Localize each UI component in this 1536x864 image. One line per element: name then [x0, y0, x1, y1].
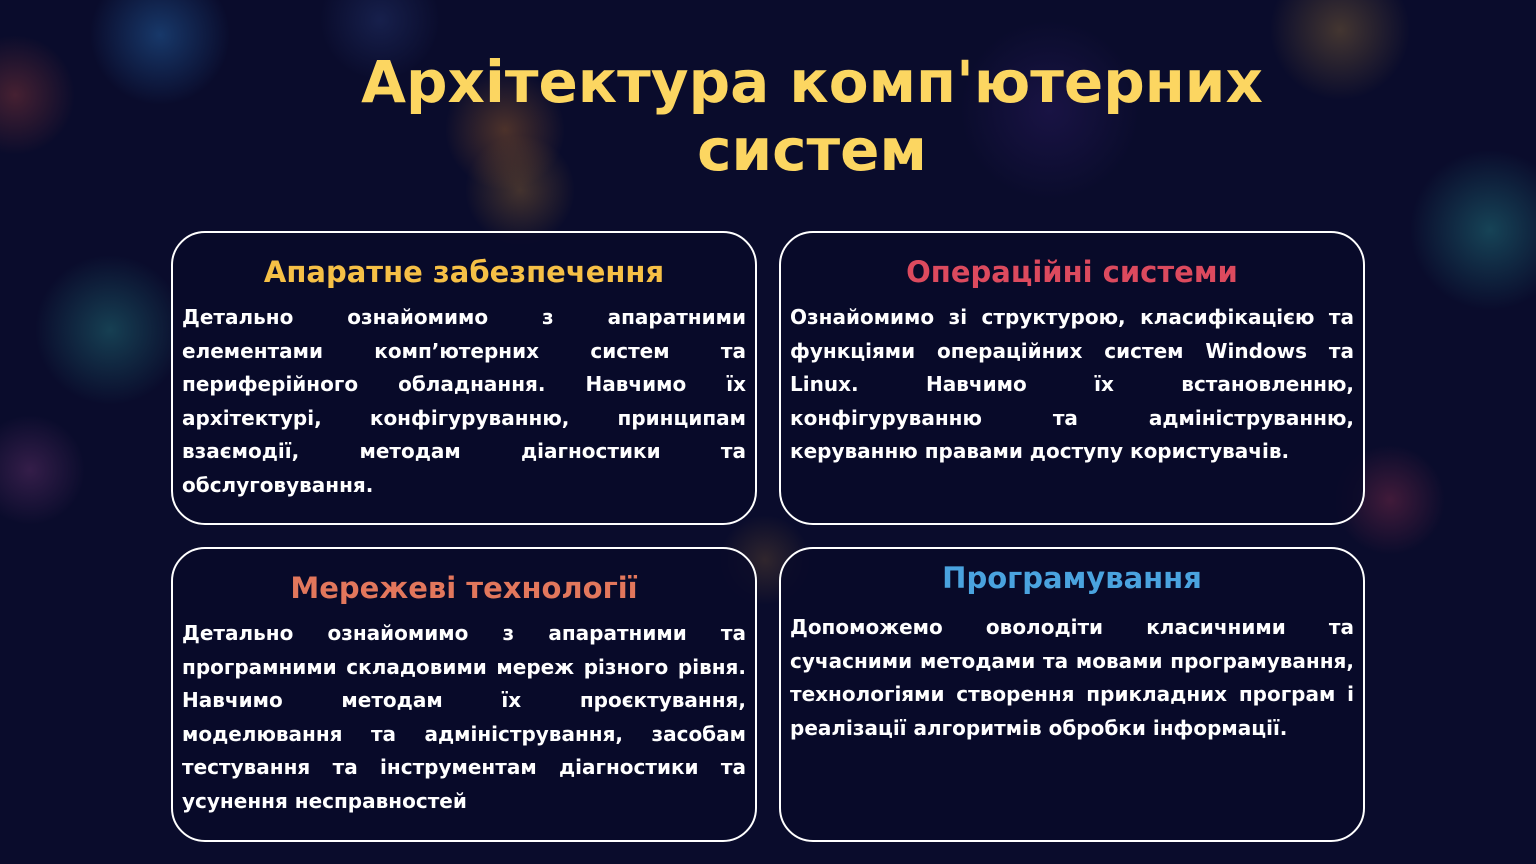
card-programming: [779, 547, 1365, 842]
card-text-network-technologies: Детально ознайомимо з апаратними та програмними складовими мереж різного рівня. Навчимо методам їх проєктування, моделювання та адміністрування, засобам тестування та інструментам діагностики та усунення несправностей: [182, 621, 746, 813]
card-operating-systems: [779, 231, 1365, 525]
card-title-network-technologies: Мережеві технології: [290, 571, 638, 605]
card-hardware: [171, 231, 757, 525]
card-text-operating-systems: Ознайомимо зі структурою, класифікацією та функціями операційних систем Windows та Linux. Навчимо їх встановленню, конфігуруванню та адмініструванню, керуванню правами доступу користувачів.: [790, 305, 1354, 463]
slide-title: Архітектура комп'ютерних систем: [361, 48, 1263, 184]
card-title-hardware: Апаратне забезпечення: [263, 255, 665, 289]
card-text-hardware: Детально ознайомимо з апаратними елементами комп’ютерних систем та периферійного обладнання. Навчимо їх архітектурі, конфігуруванню, принципам взаємодії, методам діагностики та обслуговування.: [182, 305, 746, 497]
card-title-operating-systems: Операційні системи: [906, 255, 1238, 289]
card-network-technologies: [171, 547, 757, 842]
card-title-programming: Програмування: [942, 561, 1202, 595]
card-text-programming: Допоможемо оволодіти класичними та сучасними методами та мовами програмування, технологіями створення прикладних програм і реалізації алгоритмів обробки інформації.: [790, 615, 1354, 740]
